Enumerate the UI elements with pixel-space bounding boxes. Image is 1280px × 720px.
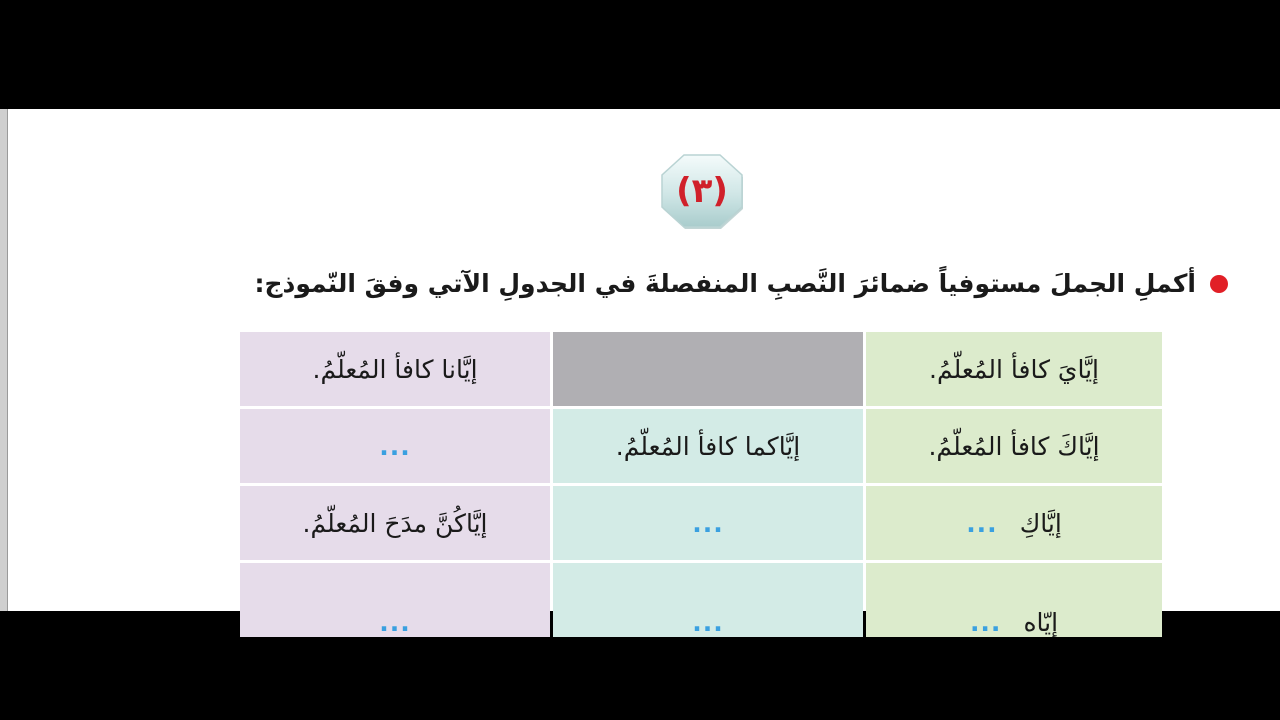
- blank-dots: ...: [692, 508, 724, 538]
- blank-dots: ...: [969, 608, 1002, 637]
- red-dot-bullet-icon: [1210, 275, 1228, 293]
- exercise-number-badge: [660, 153, 744, 229]
- page-edge: [0, 109, 8, 611]
- table-cell-blank: [240, 563, 550, 637]
- table-cell-empty: [553, 332, 863, 406]
- pronoun-text: إيَّاكِ: [1019, 508, 1062, 538]
- exercise-number: (٣): [676, 171, 728, 211]
- blank-dots: ...: [966, 508, 998, 538]
- table-cell: إيَّانا كافأ المُعلّمُ.: [240, 332, 550, 406]
- pronoun-with-blank: [970, 608, 1058, 637]
- table-cell: إيَّاكُنَّ مدَحَ المُعلّمُ.: [240, 486, 550, 560]
- table-cell-blank: [240, 409, 550, 483]
- instruction-line: [254, 269, 1228, 298]
- pronoun-table: [240, 332, 1162, 637]
- table-cell-blank: [553, 486, 863, 560]
- table-cell-blank: [553, 563, 863, 637]
- blank-dots: ...: [379, 608, 411, 637]
- table-cell: [866, 563, 1162, 637]
- pronoun-with-blank: [966, 509, 1062, 538]
- instruction-text: أكملِ الجملَ مستوفياً ضمائرَ النَّصبِ المنفصلةَ في الجدولِ الآتي وفقَ النّموذج:: [254, 269, 1196, 298]
- table-cell: إيَّايَ كافأ المُعلّمُ.: [866, 332, 1162, 406]
- table-cell: إيَّاكما كافأ المُعلّمُ.: [553, 409, 863, 483]
- page-content: [0, 109, 1280, 637]
- blank-dots: ...: [692, 608, 724, 637]
- blank-dots: ...: [379, 431, 411, 461]
- table-cell: [866, 486, 1162, 560]
- table-cell: إيَّاكَ كافأ المُعلّمُ.: [866, 409, 1162, 483]
- pronoun-text: إيّاه: [1023, 608, 1059, 637]
